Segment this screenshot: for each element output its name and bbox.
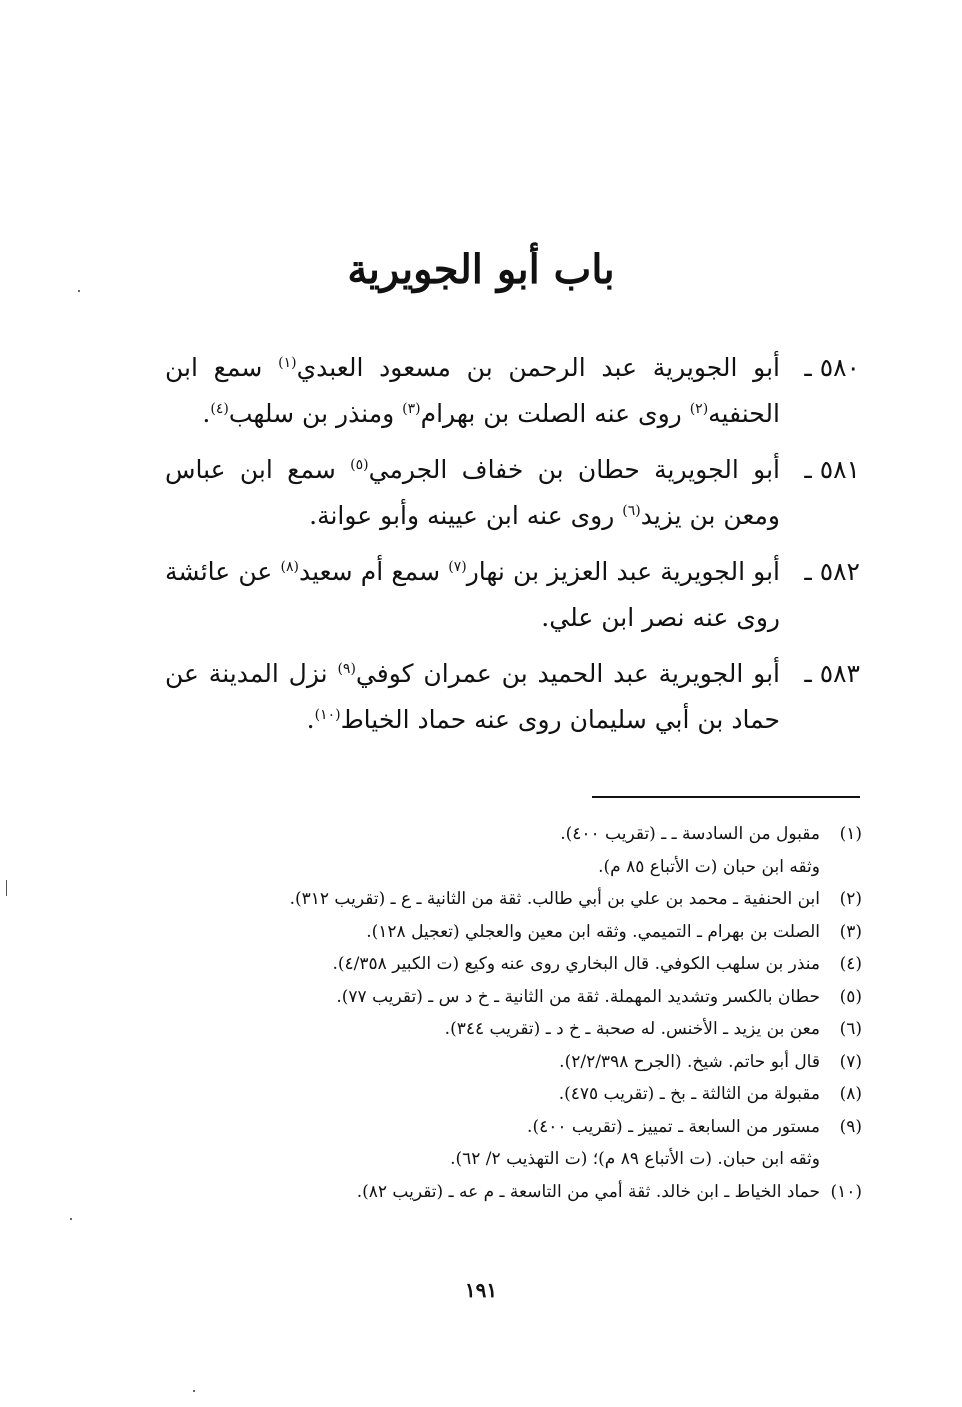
entry-text-segment: . [306,705,315,734]
entry-text-segment: سمع أم سعيد [298,557,449,586]
footnote-ref: (٤) [210,401,229,417]
footnote-number: (٣) [839,921,862,942]
entry-text-segment: ومنذر بن سلهب [228,399,403,428]
entry [165,447,860,539]
footnote [162,981,862,1014]
footnote-text: حماد الخياط ـ ابن خالد. ثقة أمي من التاسعة ـ م عه ـ (تقريب ٨٢). [356,1181,820,1202]
entry [165,345,860,437]
footnote [162,1046,862,1079]
footnote-number: (٤) [839,954,862,974]
footnote [162,1111,862,1144]
footnote-ref: (٦) [622,503,641,519]
entries-list [165,345,860,753]
chapter-title: باب أبو الجويرية [347,246,615,293]
footnote-text: معن بن يزيد ـ الأخنس. له صحبة ـ خ د ـ (تقريب ٣٤٤). [444,1019,820,1039]
footnote-number: (٨) [839,1084,862,1104]
footnote-text: ابن الحنفية ـ محمد بن علي بن أبي طالب. ثقة من الثانية ـ ع ـ (تقريب ٣١٢). [289,889,820,909]
entry-text-segment: أبو الجويرية عبد العزيز بن نهار [466,557,780,586]
scan-speck [78,290,80,292]
entry-text [165,447,860,539]
entry-text-segment: أبو الجويرية حطان بن خفاف الجرمي [368,455,780,484]
footnote [162,883,862,916]
footnote-number: (٩) [839,1116,862,1137]
footnote-ref: (٢) [689,401,709,417]
footnote-text: وثقه ابن حبان (ت الأتباع ٨٥ م). [598,856,820,877]
footnote-ref: (٩) [337,661,356,677]
footnote-number: (١٠) [830,1181,862,1202]
entry-text-segment: نزل المدينة عن حماد بن أبي سليمان روى عنه حماد الخياط [165,659,780,734]
footnote-ref: (٧) [448,559,467,575]
entry-text [165,345,860,437]
entry-number: ٥٨١ ـ [804,455,860,484]
footnote-separator [592,796,860,798]
entry-text [165,651,860,743]
footnote-ref: (١) [278,355,297,371]
entry-text-segment: عن عائشة روى عنه نصر ابن علي. [165,557,780,632]
footnote [162,1078,862,1111]
footnote-number: (١) [839,824,862,844]
footnote-continuation [162,1143,862,1176]
footnote-number: (٧) [839,1051,862,1072]
footnote-number: (٢) [839,889,862,909]
footnote-number: (٥) [839,986,862,1007]
entry [165,549,860,641]
entry-text-segment: سمع ابن عباس ومعن بن يزيد [165,455,780,530]
footnote [162,948,862,981]
scan-speck [193,1390,195,1392]
footnote-number: (٦) [839,1019,862,1039]
entry-number: ٥٨٠ ـ [804,353,860,382]
footnote-text: مقبول من السادسة ـ ـ (تقريب ٤٠٠). [560,824,820,844]
footnote [162,818,862,851]
footnote-text: وثقه ابن حبان. (ت الأتباع ٨٩ م)؛ (ت التهذيب ٢/ ٦٢). [450,1149,820,1169]
entry-text-segment: سمع ابن الحنفيه [165,353,780,428]
entry-text-segment: أبو الجويرية عبد الحميد بن عمران كوفي [355,659,781,688]
entry-number: ٥٨٣ ـ [804,659,860,688]
entry-text-segment: روى عنه ابن عيينه وأبو عوانة. [309,501,623,530]
footnote-ref: (١٠) [314,707,341,723]
footnote [162,1013,862,1046]
footnote-ref: (٥) [350,457,369,473]
footnote-text: قال أبو حاتم. شيخ. (الجرح ٢/٢/٣٩٨). [559,1051,820,1072]
scan-speck [70,1218,72,1220]
footnote-text: مقبولة من الثالثة ـ بخ ـ (تقريب ٤٧٥). [558,1084,820,1104]
entry [165,651,860,743]
footnote-text: منذر بن سلهب الكوفي. قال البخاري روى عنه وكيع (ت الكبير ٤/٣٥٨). [332,954,820,974]
footnote-text: الصلت بن بهرام ـ التميمي. وثقه ابن معين والعجلي (تعجيل ١٢٨). [366,921,820,942]
entry-number: ٥٨٢ ـ [804,557,860,586]
entry-text-segment: أبو الجويرية عبد الرحمن بن مسعود العبدي [296,353,780,382]
footnote-ref: (٣) [402,401,421,417]
entry-text [165,549,860,641]
entry-text-segment: روى عنه الصلت بن بهرام [420,399,690,428]
page-number: ١٩١ [464,1278,498,1302]
footnote-text: مستور من السابعة ـ تمييز ـ (تقريب ٤٠٠). [527,1116,820,1137]
footnote-text: حطان بالكسر وتشديد المهملة. ثقة من الثانية ـ خ د س ـ (تقريب ٧٧). [336,986,820,1007]
footnote-ref: (٨) [280,559,299,575]
footnotes-list [162,818,862,1208]
footnote [162,1176,862,1209]
footnote-continuation [162,851,862,884]
entry-text-segment: . [202,399,211,428]
footnote [162,916,862,949]
scan-mark [6,880,7,896]
